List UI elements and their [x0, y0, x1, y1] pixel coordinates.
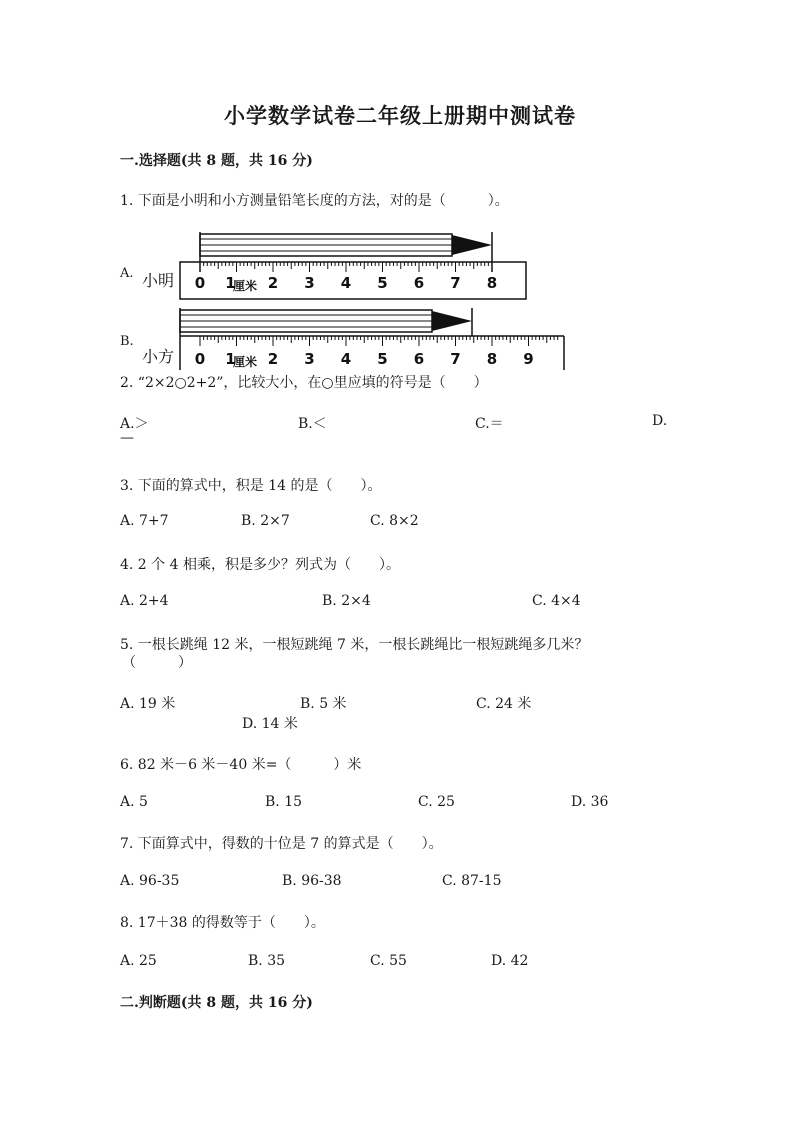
- question-8-option-b[interactable]: B. 35: [248, 953, 286, 969]
- question-2-option-a[interactable]: A.＞: [120, 416, 149, 432]
- figure-b-name: 小方: [142, 347, 175, 366]
- ruler-b-number: 3: [304, 350, 315, 368]
- question-1-text: 1. 下面是小明和小方测量铅笔长度的方法，对的是（ ）。: [120, 193, 509, 209]
- question-4-text: 4. 2 个 4 相乘，积是多少？列式为（ ）。: [120, 557, 400, 573]
- question-1-option-a-label: A.: [120, 266, 134, 281]
- question-6-option-c[interactable]: C. 25: [418, 794, 455, 810]
- question-1-option-b-label: B.: [120, 334, 134, 349]
- ruler-a-number: 3: [304, 274, 315, 292]
- ruler-a-number: 0: [194, 274, 206, 292]
- question-7-option-a[interactable]: A. 96-35: [120, 873, 180, 889]
- question-4-option-c[interactable]: C. 4×4: [532, 593, 581, 609]
- question-6-text: 6. 82 米－6 米－40 米=（ ）米: [120, 757, 362, 773]
- ruler-b-number: 6: [413, 350, 425, 368]
- ruler-b-number: 0: [194, 350, 206, 368]
- question-5-option-c[interactable]: C. 24 米: [476, 696, 532, 712]
- question-5-text: 5. 一根长跳绳 12 米，一根短跳绳 7 米，一根长跳绳比一根短跳绳多几米？: [120, 637, 589, 653]
- figure-a-name: 小明: [142, 271, 175, 290]
- question-5-option-a[interactable]: A. 19 米: [120, 696, 176, 712]
- ruler-b-unit: 厘米: [233, 355, 258, 369]
- ruler-b-number: 2: [267, 350, 279, 368]
- question-8-option-d[interactable]: D. 42: [491, 953, 529, 969]
- question-2-option-d-value: —: [120, 430, 134, 446]
- question-6-option-a[interactable]: A. 5: [120, 794, 148, 810]
- question-5-text-blank: （ ）: [122, 655, 192, 671]
- question-4-option-b[interactable]: B. 2×4: [322, 593, 371, 609]
- question-2-option-d[interactable]: D.: [652, 413, 668, 429]
- question-2-text: 2. “2×2○2+2”，比较大小，在○里应填的符号是（ ）: [120, 375, 488, 391]
- question-5-option-d[interactable]: D. 14 米: [242, 716, 298, 732]
- ruler-b-number: 7: [450, 350, 461, 368]
- question-6-option-d[interactable]: D. 36: [571, 794, 609, 810]
- ruler-a-number: 2: [267, 274, 279, 292]
- section-heading-choice: 一.选择题(共 8 题，共 16 分): [120, 153, 313, 169]
- question-3-option-b[interactable]: B. 2×7: [241, 513, 290, 529]
- section-heading-judgement: 二.判断题(共 8 题，共 16 分): [120, 995, 313, 1011]
- question-3-option-c[interactable]: C. 8×2: [370, 513, 419, 529]
- question-2-option-b[interactable]: B.＜: [298, 416, 327, 432]
- pencil-a: [200, 234, 492, 256]
- ruler-b-number: 1: [225, 350, 236, 368]
- ruler-a-number: 8: [486, 274, 498, 292]
- ruler-b-number: 8: [486, 350, 498, 368]
- ruler-a-number: 4: [340, 274, 352, 292]
- question-8-text: 8. 17＋38 的得数等于（ ）。: [120, 915, 325, 931]
- ruler-a-number: 6: [413, 274, 425, 292]
- ruler-a-unit: 厘米: [233, 279, 258, 293]
- ruler-a-number: 7: [450, 274, 461, 292]
- ruler-b-ticks: [200, 336, 558, 346]
- ruler-b-number: 4: [340, 350, 352, 368]
- ruler-b-number: 5: [377, 350, 388, 368]
- ruler-a-number: 1: [225, 274, 236, 292]
- question-6-option-b[interactable]: B. 15: [265, 794, 303, 810]
- question-7-text: 7. 下面算式中，得数的十位是 7 的算式是（ ）。: [120, 836, 443, 852]
- page-title: 小学数学试卷二年级上册期中测试卷: [224, 103, 576, 128]
- question-4-option-a[interactable]: A. 2+4: [120, 593, 169, 609]
- question-3-text: 3. 下面的算式中，积是 14 的是（ ）。: [120, 478, 382, 494]
- question-2-option-c[interactable]: C.＝: [475, 416, 504, 432]
- question-8-option-c[interactable]: C. 55: [370, 953, 407, 969]
- ruler-a-number: 5: [377, 274, 388, 292]
- question-7-option-b[interactable]: B. 96-38: [282, 873, 342, 889]
- ruler-b-number: 9: [523, 350, 534, 368]
- question-5-option-b[interactable]: B. 5 米: [300, 696, 347, 712]
- question-8-option-a[interactable]: A. 25: [120, 953, 157, 969]
- question-3-option-a[interactable]: A. 7+7: [120, 513, 169, 529]
- ruler-figure: [136, 222, 576, 372]
- question-7-option-c[interactable]: C. 87-15: [442, 873, 502, 889]
- pencil-b: [180, 310, 472, 332]
